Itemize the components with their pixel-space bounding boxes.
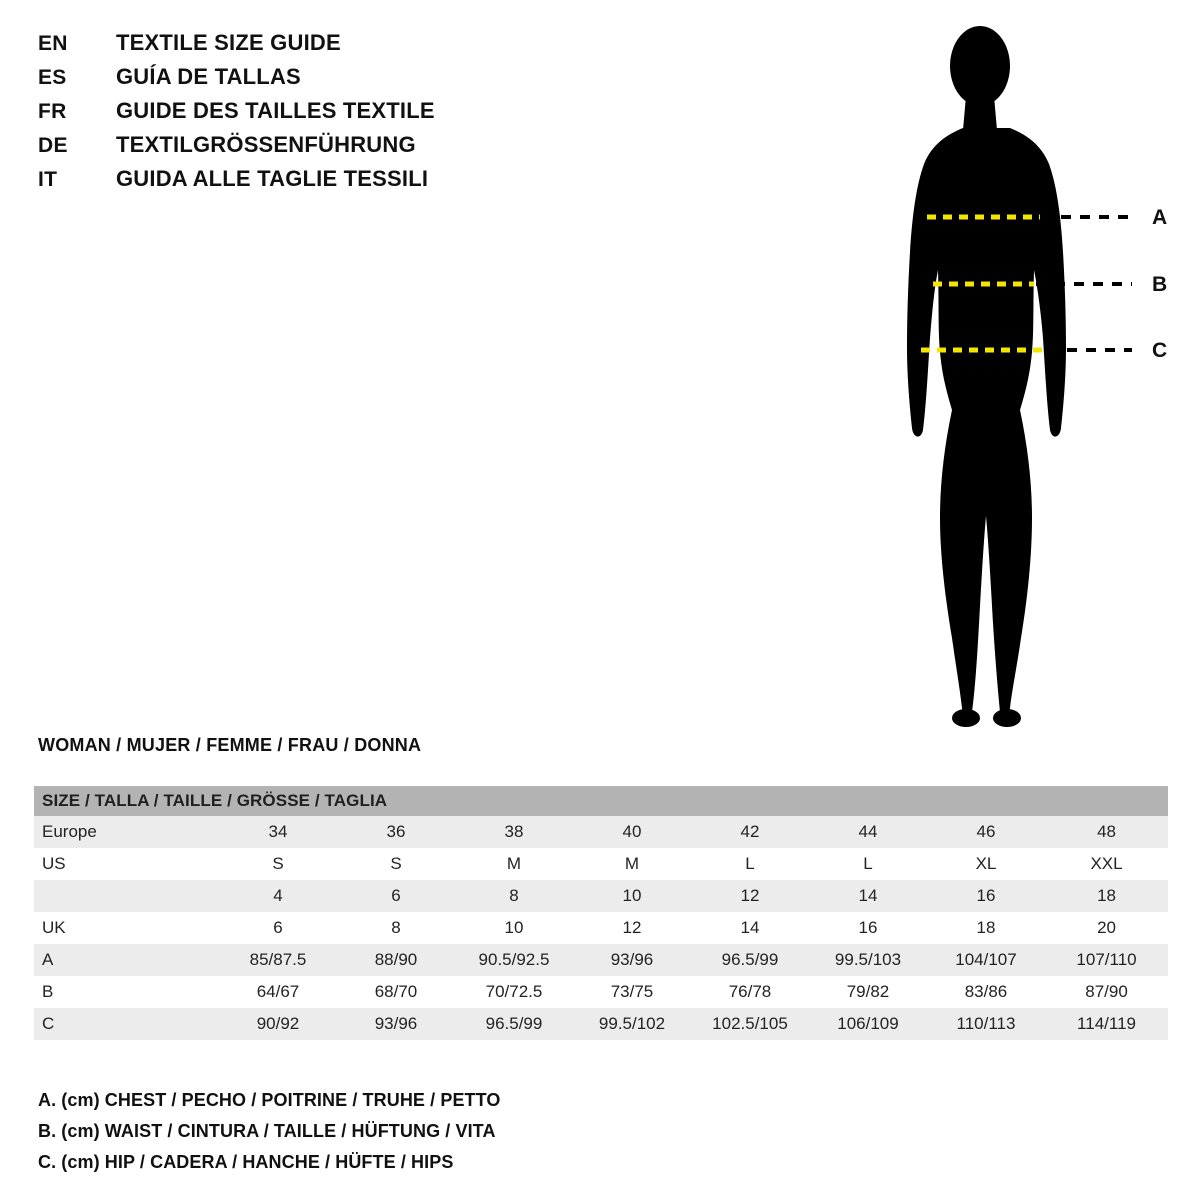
cell: 99.5/103 (809, 944, 927, 976)
title-block (38, 30, 558, 200)
title-text-de: TEXTILGRÖSSENFÜHRUNG (116, 132, 416, 157)
title-lang-fr: FR (38, 100, 67, 123)
measure-label-a: A (1152, 206, 1168, 229)
cell: 34 (219, 816, 337, 848)
cell: 90.5/92.5 (455, 944, 573, 976)
cell: 68/70 (337, 976, 455, 1008)
title-lang-es: ES (38, 66, 67, 89)
legend-line-c: C. (cm) HIP / CADERA / HANCHE / HÜFTE / HIPS (38, 1152, 454, 1172)
title-row (38, 64, 558, 98)
cell: M (573, 848, 691, 880)
legend-line-b: B. (cm) WAIST / CINTURA / TAILLE / HÜFTUNG / VITA (38, 1121, 496, 1141)
row-label: A (34, 944, 219, 976)
cell: 96.5/99 (455, 1008, 573, 1040)
cell: 44 (809, 816, 927, 848)
measure-label-b: B (1152, 273, 1168, 296)
cell: L (691, 848, 809, 880)
cell: M (455, 848, 573, 880)
table-row (34, 944, 1168, 976)
cell: 64/67 (219, 976, 337, 1008)
cell: 6 (219, 912, 337, 944)
cell: 12 (691, 880, 809, 912)
cell: XXL (1045, 848, 1168, 880)
cell: 79/82 (809, 976, 927, 1008)
section-label-woman: WOMAN / MUJER / FEMME / FRAU / DONNA (38, 735, 422, 755)
female-silhouette-figure (860, 18, 1180, 738)
cell: 87/90 (1045, 976, 1168, 1008)
table-row (34, 912, 1168, 944)
cell: 10 (573, 880, 691, 912)
cell: 88/90 (337, 944, 455, 976)
title-lang-de: DE (38, 134, 68, 157)
cell: 40 (573, 816, 691, 848)
row-label: Europe (34, 816, 219, 848)
title-row (38, 166, 558, 200)
cell: S (219, 848, 337, 880)
row-label: C (34, 1008, 219, 1040)
table-row (34, 976, 1168, 1008)
cell: S (337, 848, 455, 880)
title-row (38, 98, 558, 132)
row-label: B (34, 976, 219, 1008)
body-silhouette-shape (907, 26, 1066, 727)
cell: 96.5/99 (691, 944, 809, 976)
title-text-es: GUÍA DE TALLAS (116, 64, 301, 89)
cell: 114/119 (1045, 1008, 1168, 1040)
title-text-it: GUIDA ALLE TAGLIE TESSILI (116, 166, 429, 191)
cell: L (809, 848, 927, 880)
table-row (34, 880, 1168, 912)
cell: 12 (573, 912, 691, 944)
title-lang-it: IT (38, 168, 58, 191)
title-text-fr: GUIDE DES TAILLES TEXTILE (116, 98, 435, 123)
title-row (38, 132, 558, 166)
cell: 18 (927, 912, 1045, 944)
cell: 93/96 (337, 1008, 455, 1040)
title-row (38, 30, 558, 64)
cell: 83/86 (927, 976, 1045, 1008)
cell: 85/87.5 (219, 944, 337, 976)
table-header-row (34, 786, 1168, 816)
size-table (34, 786, 1168, 1040)
table-row (34, 848, 1168, 880)
table-row (34, 816, 1168, 848)
cell: 16 (809, 912, 927, 944)
cell: 46 (927, 816, 1045, 848)
cell: 106/109 (809, 1008, 927, 1040)
cell: 102.5/105 (691, 1008, 809, 1040)
cell: 8 (455, 880, 573, 912)
title-text-en: TEXTILE SIZE GUIDE (116, 30, 341, 55)
cell: 18 (1045, 880, 1168, 912)
legend-line-a: A. (cm) CHEST / PECHO / POITRINE / TRUHE / PETTO (38, 1090, 501, 1110)
cell: 20 (1045, 912, 1168, 944)
cell: 6 (337, 880, 455, 912)
cell: 38 (455, 816, 573, 848)
measure-label-c: C (1152, 339, 1168, 362)
row-label (34, 880, 219, 912)
row-label: US (34, 848, 219, 880)
legend-block (38, 1090, 738, 1183)
cell: 14 (809, 880, 927, 912)
cell: 10 (455, 912, 573, 944)
cell: 16 (927, 880, 1045, 912)
cell: 110/113 (927, 1008, 1045, 1040)
cell: 8 (337, 912, 455, 944)
cell: 73/75 (573, 976, 691, 1008)
cell: 104/107 (927, 944, 1045, 976)
table-row (34, 1008, 1168, 1040)
silhouette-svg (860, 18, 1180, 738)
cell: 4 (219, 880, 337, 912)
cell: 36 (337, 816, 455, 848)
cell: 107/110 (1045, 944, 1168, 976)
cell: 42 (691, 816, 809, 848)
cell: 76/78 (691, 976, 809, 1008)
table-header-cell: SIZE / TALLA / TAILLE / GRÖSSE / TAGLIA (34, 786, 1168, 816)
cell: 99.5/102 (573, 1008, 691, 1040)
cell: 48 (1045, 816, 1168, 848)
row-label: UK (34, 912, 219, 944)
title-lang-en: EN (38, 32, 68, 55)
cell: 70/72.5 (455, 976, 573, 1008)
cell: 90/92 (219, 1008, 337, 1040)
cell: 93/96 (573, 944, 691, 976)
cell: XL (927, 848, 1045, 880)
cell: 14 (691, 912, 809, 944)
